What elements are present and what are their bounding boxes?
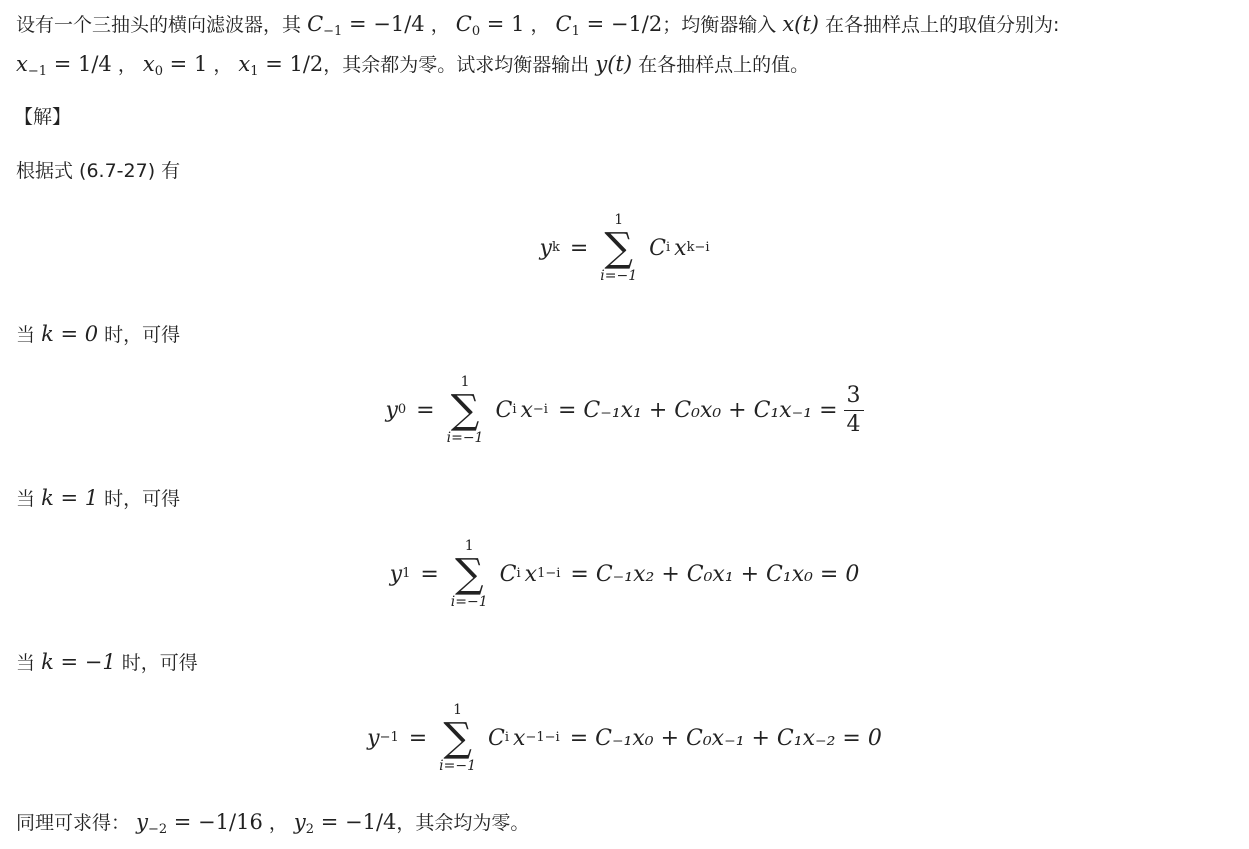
eq-term: C [649,235,666,261]
separator: ， [117,54,137,76]
math-symbol: x [238,52,251,76]
math-value: = −1/4 [314,810,397,834]
case-line [16,488,180,509]
eq-lhs: y [385,397,398,423]
math-subscript: −1 [323,24,343,39]
sum-upper-limit: 1 [460,374,470,390]
math-value: = 1 [163,52,208,76]
case-prefix: 当 [16,488,36,510]
separator: ， [213,54,233,76]
conclusion-line [16,810,530,837]
equals-sign: = [420,561,439,587]
sigma-icon: ∑ [604,225,633,271]
eq-term: x [520,397,533,423]
problem-text: 设有一个三抽头的横向滤波器，其 [16,14,302,36]
math-symbol: C [555,12,572,36]
math-subscript: −2 [147,822,168,837]
sum-lower-limit: i=−1 [446,430,484,446]
conclusion-text: 同理可求得： [16,812,131,834]
math-symbol: x [16,52,28,76]
problem-text: ，其余都为零。试求均衡器输出 [323,54,590,76]
eq-term: C [488,725,505,751]
eq-lhs: y [539,235,552,261]
math-subscript: 2 [305,822,315,837]
case-math: k = 1 [41,486,99,510]
separator: ， [268,812,288,834]
eq-expansion: = C₋₁x₀ + C₀x₋₁ + C₁x₋₂ = 0 [569,725,882,751]
case-prefix: 当 [16,652,36,674]
fraction-denominator: 4 [846,411,861,437]
math-subscript: −1 [27,64,48,79]
math-symbol: y [136,810,148,834]
summation [439,702,476,774]
equation-k1: y 1 = 1 ∑ i=−1 C i x 1−i = C₋₁x₂ + C₀x₁ + C₁x₀ = 0 [389,538,860,610]
fraction-numerator: 3 [844,384,864,411]
problem-text: 在各抽样点上的取值分别为: [825,14,1060,36]
equals-sign: = [408,725,428,751]
equals-sign: = [569,235,589,261]
equation-general: y k = 1 ∑ i=−1 C i x k−i [539,212,710,284]
fraction [844,384,864,437]
case-math: k = 0 [41,322,99,346]
separator: ， [530,14,550,36]
eq-term: C [495,397,513,423]
math-subscript: 0 [471,24,481,39]
sum-lower-limit: i=−1 [439,758,477,774]
math-value: = −1/4 [342,12,425,36]
separator: ， [430,14,450,36]
sigma-icon: ∑ [454,551,484,597]
math-value: = −1/2 [579,12,663,36]
equation-k-minus1: y −1 = 1 ∑ i=−1 C i x −1−i = C₋₁x₀ + C₀x₋₁ + C₁x₋₂ = 0 [367,702,882,774]
problem-text: ；均衡器输入 [662,14,777,36]
summation [447,374,484,446]
math-symbol: y(t) [595,52,633,76]
case-suffix: 时，可得 [104,488,181,510]
math-subscript: 1 [571,24,580,39]
case-line [16,324,180,345]
eq-expansion: = C₋₁x₂ + C₀x₁ + C₁x₀ = 0 [570,561,860,587]
summation [451,538,488,610]
eq-term: x [524,561,538,587]
math-value: = 1 [480,12,525,36]
eq-lhs: y [389,561,403,587]
solution-heading: 【解】 [14,106,72,128]
math-symbol: y [293,810,306,834]
sum-upper-limit: 1 [614,212,624,228]
math-subscript: 1 [250,64,259,79]
math-value: = 1/4 [47,52,112,76]
math-symbol: x(t) [782,12,819,36]
eq-lhs: y [367,725,380,751]
math-subscript: 0 [154,64,163,79]
case-line [16,652,198,673]
problem-line-2 [16,52,810,79]
conclusion-text: ，其余均为零。 [396,812,530,834]
math-symbol: C [307,12,324,36]
math-value: = 1/2 [258,52,324,76]
summation [600,212,637,284]
problem-line-1 [16,12,1060,39]
equation-k0: y 0 = 1 ∑ i=−1 C i x −i = C₋₁x₁ + C₀x₀ + C₁x₋₁ = $\frac{3}{4}$ [0,374,1249,446]
math-value: = −1/16 [167,810,263,834]
sum-lower-limit: i=−1 [450,594,488,610]
eq-term: x [513,725,526,751]
equals-sign: = [416,397,435,423]
math-symbol: x [142,52,155,76]
problem-text: 在各抽样点上的值。 [638,54,810,76]
sigma-icon: ∑ [443,715,472,761]
sigma-icon: ∑ [450,387,480,433]
sum-upper-limit: 1 [464,538,474,554]
sum-lower-limit: i=−1 [600,268,638,284]
case-suffix: 时，可得 [121,652,198,674]
case-prefix: 当 [16,324,36,346]
math-symbol: C [455,12,472,36]
case-suffix: 时，可得 [104,324,181,346]
step-intro: 根据式 (6.7-27) 有 [16,160,181,182]
eq-term: C [499,561,517,587]
eq-expansion: = C₋₁x₁ + C₀x₀ + C₁x₋₁ = [557,397,838,423]
eq-term: x [674,235,687,261]
case-math: k = −1 [41,650,116,674]
sum-upper-limit: 1 [453,702,463,718]
